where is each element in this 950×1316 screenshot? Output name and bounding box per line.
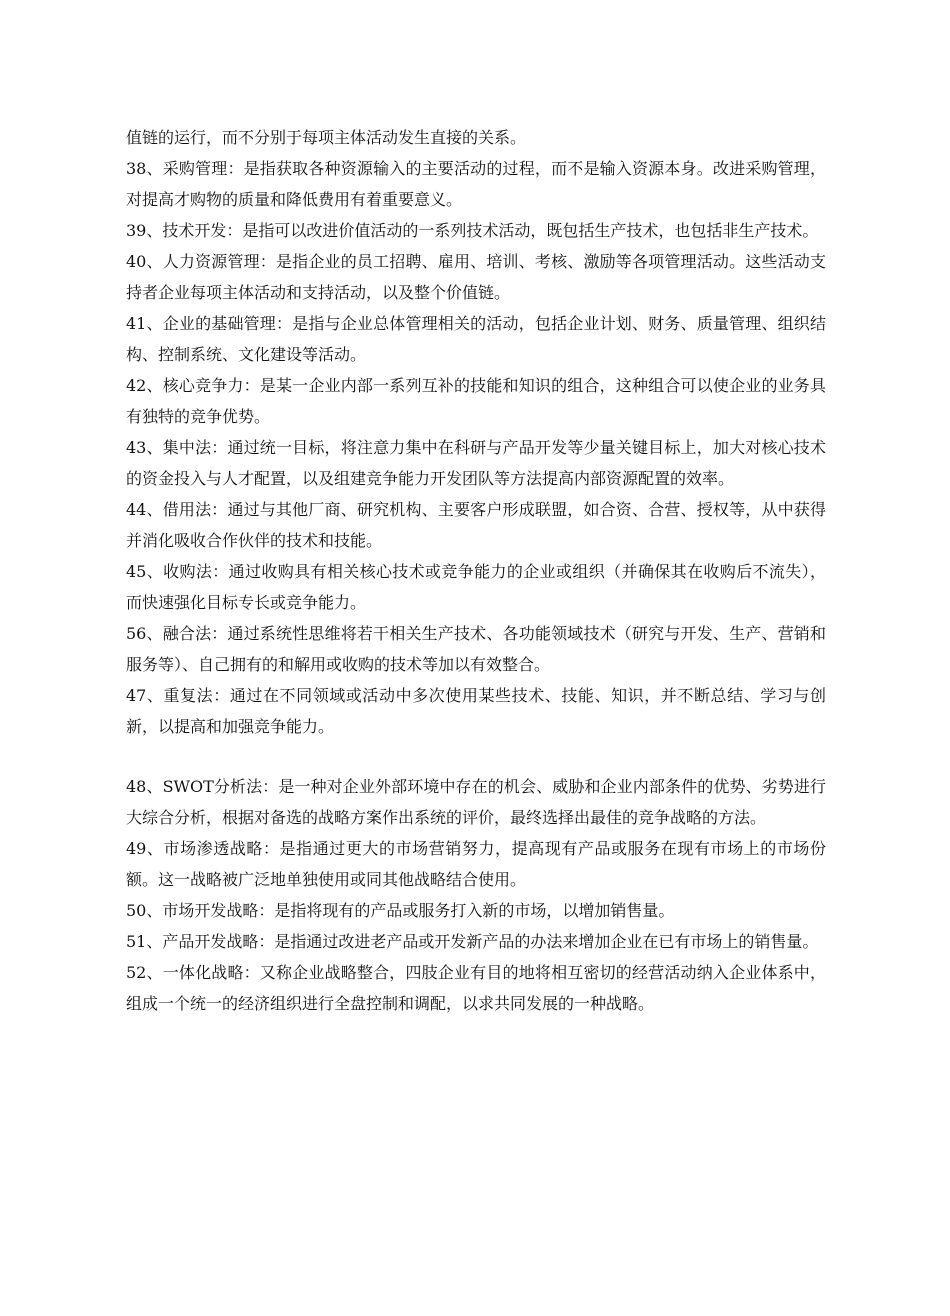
- paragraph-gap: [126, 742, 826, 771]
- paragraph-41-infrastructure: 41、企业的基础管理：是指与企业总体管理相关的活动，包括企业计划、财务、质量管理、组织结构、控制系统、文化建设等活动。: [126, 314, 826, 364]
- paragraph-51-product-development: 51、产品开发战略：是指通过改进老产品或开发新产品的办法来增加企业在已有市场上的销售量。: [126, 932, 819, 951]
- paragraph-40-human-resources: 40、人力资源管理：是指企业的员工招聘、雇用、培训、考核、激励等各项管理活动。这些活动支持者企业每项主体活动和支持活动，以及整个价值链。: [126, 252, 826, 302]
- paragraph-43-concentration: 43、集中法：通过统一目标，将注意力集中在科研与产品开发等少量关键目标上，加大对核心技术的资金投入与人才配置，以及组建竞争能力开发团队等方法提高内部资源配置的效率。: [126, 438, 826, 488]
- document-body: [126, 122, 826, 1019]
- paragraph-39-technology-development: 39、技术开发：是指可以改进价值活动的一系列技术活动，既包括生产技术，也包括非生产技术。: [126, 221, 819, 240]
- paragraph-44-borrowing: 44、借用法：通过与其他厂商、研究机构、主要客户形成联盟，如合资、合营、授权等，从中获得并消化吸收合作伙伴的技术和技能。: [126, 500, 826, 550]
- paragraph-56-integration: 56、融合法：通过系统性思维将若干相关生产技术、各功能领域技术（研究与开发、生产、营销和服务等）、自己拥有的和解用或收购的技术等加以有效整合。: [126, 624, 826, 674]
- paragraph-50-market-development: 50、市场开发战略：是指将现有的产品或服务打入新的市场，以增加销售量。: [126, 901, 675, 920]
- paragraph-42-core-competence: 42、核心竞争力：是某一企业内部一系列互补的技能和知识的组合，这种组合可以使企业的业务具有独特的竞争优势。: [126, 376, 826, 426]
- paragraph-47-repetition: 47、重复法：通过在不同领域或活动中多次使用某些技术、技能、知识，并不断总结、学习与创新，以提高和加强竞争能力。: [126, 686, 826, 736]
- paragraph-48-swot: 48、SWOT分析法：是一种对企业外部环境中存在的机会、威胁和企业内部条件的优势、劣势进行大综合分析，根据对备选的战略方案作出系统的评价，最终选择出最佳的竞争战略的方法。: [126, 777, 826, 827]
- paragraph-45-acquisition: 45、收购法：通过收购具有相关核心技术或竞争能力的企业或组织（并确保其在收购后不流失），而快速强化目标专长或竞争能力。: [126, 562, 826, 612]
- paragraph-38-procurement: 38、采购管理：是指获取各种资源输入的主要活动的过程，而不是输入资源本身。改进采购管理，对提高才购物的质量和降低费用有着重要意义。: [126, 159, 826, 209]
- paragraph-52-integration-strategy: 52、一体化战略：又称企业战略整合，四肢企业有目的地将相互密切的经营活动纳入企业体系中，组成一个统一的经济组织进行全盘控制和调配，以求共同发展的一种战略。: [126, 963, 826, 1013]
- paragraph-value-chain-continuation: 值链的运行，而不分别于每项主体活动发生直接的关系。: [126, 128, 527, 147]
- paragraph-49-market-penetration: 49、市场渗透战略：是指通过更大的市场营销努力，提高现有产品或服务在现有市场上的市场份额。这一战略被广泛地单独使用或同其他战略结合使用。: [126, 839, 826, 889]
